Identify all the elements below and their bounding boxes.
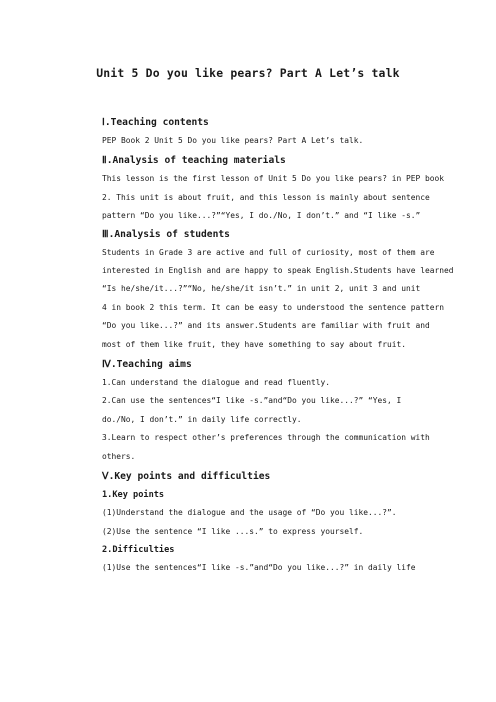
paragraph-line: do./No, I don’t.” in daily life correctly. [102,414,302,424]
paragraph-line: 2. This unit is about fruit, and this lesson is mainly about sentence [102,192,430,202]
section-heading: Ⅴ.Key points and difficulties [102,471,271,483]
subsection-heading-difficulties: 2.Difficulties [102,544,175,555]
subsection-heading-key-points: 1.Key points [102,490,165,501]
paragraph-line: most of them like fruit, they have something to say about fruit. [102,339,407,349]
paragraph-line: others. [102,451,136,461]
section-analysis-students [102,226,454,354]
paragraph-line: 2.Can use the sentences“I like -s.”and“Do you like...?” “Yes, I [102,396,402,406]
section-teaching-aims [102,356,430,466]
paragraph-line: “Do you like...?” and its answer.Students are familiar with fruit and [102,321,430,331]
section-key-points [102,468,416,577]
paragraph-line: Students in Grade 3 are active and full of curiosity, most of them are [102,247,435,257]
section-analysis-materials [102,152,445,225]
paragraph-line: “Is he/she/it...?”“No, he/she/it isn’t.” in unit 2, unit 3 and unit [102,284,421,294]
section-heading: Ⅳ.Teaching aims [102,359,192,371]
section-heading: Ⅰ.Teaching contents [102,117,209,128]
paragraph-line: pattern “Do you like...?”“Yes, I do./No, I don’t.” and “I like -s.” [102,211,421,221]
section-teaching-contents [102,114,410,150]
paragraph-line: This lesson is the first lesson of Unit 5 Do you like pears? in PEP book [102,174,445,184]
paragraph-line: (1)Understand the dialogue and the usage of “Do you like...?”. [102,508,397,518]
paragraph-line: (2)Use the sentence “I like ...s.” to express yourself. [102,526,364,536]
paragraph-line: 1.Can understand the dialogue and read fluently. [102,378,331,388]
paragraph-line: PEP Book 2 Unit 5 Do you like pears? Part A Let’s talk. [102,136,364,145]
document-title: Unit 5 Do you like pears? Part A Let’s talk [96,66,400,80]
section-heading: Ⅲ.Analysis of students [102,228,230,240]
paragraph-line: interested in English and are happy to speak English.Students have learned [102,266,454,276]
section-heading: Ⅱ.Analysis of teaching materials [102,155,286,167]
paragraph-line: 3.Learn to respect other’s preferences through the communication with [102,433,430,443]
paragraph-line: (1)Use the sentences“I like -s.”and“Do you like...?” in daily life [102,562,416,572]
paragraph-line: 4 in book 2 this term. It can be easy to understood the sentence pattern [102,302,445,312]
